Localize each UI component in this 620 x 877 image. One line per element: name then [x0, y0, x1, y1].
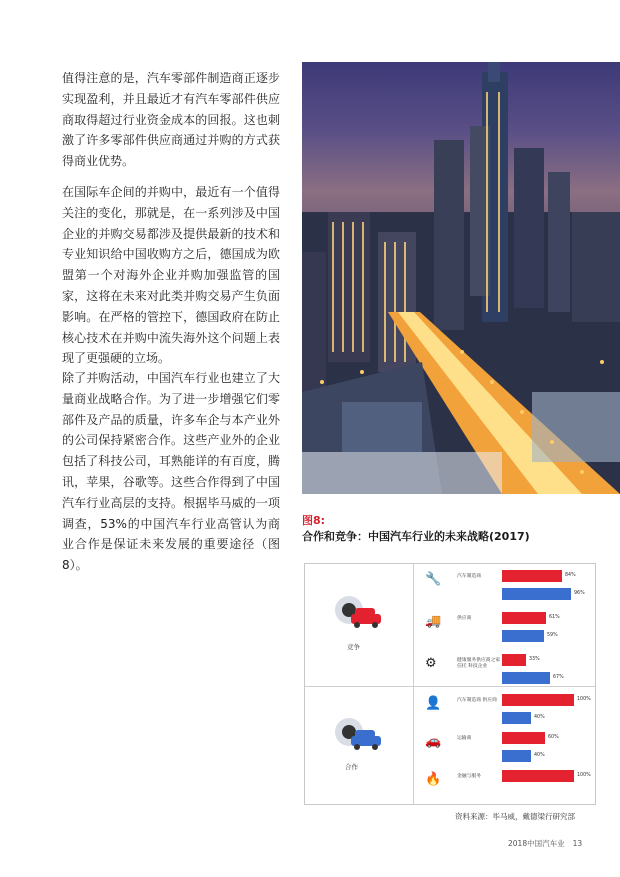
bar [502, 570, 562, 582]
fire-icon: 🔥 [425, 772, 442, 787]
bar-value-label: 84% [565, 573, 576, 578]
page-footer [508, 838, 582, 849]
bar-value-label: 67% [553, 675, 564, 680]
paragraph-1: 值得注意的是，汽车零部件制造商正逐步实现盈利，并且最近才有汽车零部件供应商取得超过行业资金成本的回报。这也刺激了许多零部件供应商通过并购的方式获得商业优势。 [62, 71, 280, 169]
cooperation-icon [333, 716, 383, 760]
strategy-bar-chart [304, 563, 596, 805]
bar-value-label: 100% [577, 697, 591, 702]
row-label: 汽车制造商 [457, 574, 481, 579]
figure-label: 图8: [302, 514, 326, 527]
row-label: 健康服务供应商之家 信托 科技企业 [457, 658, 501, 669]
bar [502, 694, 574, 706]
paragraph-3: 除了并购活动，中国汽车行业也建立了大量商业战略合作。为了进一步增强它们零部件及产品的质量，许多车企与本产业外的公司保持紧密合作。这些产业外的企业包括了科技公司，耳熟能详的有百度，腾讯，苹果，谷歌等。这些合作得到了中国汽车行业高层的支持。根据毕马威的一项调查，53%的中国汽车行业高管认为商业合作是保证未来发展的重要途径（图8）。 [62, 371, 280, 573]
bar [502, 712, 531, 724]
wrench-icon: 🔧 [425, 572, 442, 587]
figure-title: 合作和竞争：中国汽车行业的未来战略(2017) [302, 530, 530, 543]
bar-value-label: 59% [547, 633, 558, 638]
bar [502, 770, 574, 782]
bar-value-label: 40% [534, 715, 545, 720]
group-title-competition: 竞争 [347, 643, 360, 651]
gear-icon: ⚙ [425, 656, 437, 671]
paragraph-2: 在国际车企间的并购中，最近有一个值得关注的变化，那就是，在一系列涉及中国企业的并购交易都涉及提供最新的技术和专业知识给中国收购方之后，德国成为欧盟第一个对海外企业并购加强监管的国家，这将在未来对此类并购交易产生负面影响。在严格的管控下，德国政府在防止核心技术在并购中流失海外这个问题上表现了更强硬的立场。 [62, 185, 280, 366]
bar [502, 630, 544, 642]
bar-value-label: 33% [529, 657, 540, 662]
footer-title: 2018中国汽车业 [508, 839, 565, 848]
page-number: 13 [572, 839, 583, 848]
city-night-photo [302, 62, 620, 494]
competition-icon [333, 594, 383, 638]
row-label: 运输商 [457, 736, 472, 741]
group-title-cooperation: 合作 [345, 763, 358, 771]
row-label: 金融与服务 [457, 774, 481, 779]
bar [502, 672, 550, 684]
bar [502, 612, 546, 624]
row-label: 供应商 [457, 616, 472, 621]
bar-value-label: 61% [549, 615, 560, 620]
bar-value-label: 100% [577, 773, 591, 778]
bar-value-label: 60% [548, 735, 559, 740]
bar-value-label: 40% [534, 753, 545, 758]
row-label: 汽车制造商 供应商 [457, 698, 497, 703]
source-note: 资料来源：毕马威，戴德梁行研究部 [455, 812, 575, 821]
truck-icon: 🚚 [425, 614, 442, 629]
bar [502, 654, 526, 666]
bar-value-label: 96% [574, 591, 585, 596]
bar [502, 588, 571, 600]
car-icon: 🚗 [425, 734, 442, 749]
bar [502, 732, 545, 744]
person-icon: 👤 [425, 696, 442, 711]
bar [502, 750, 531, 762]
